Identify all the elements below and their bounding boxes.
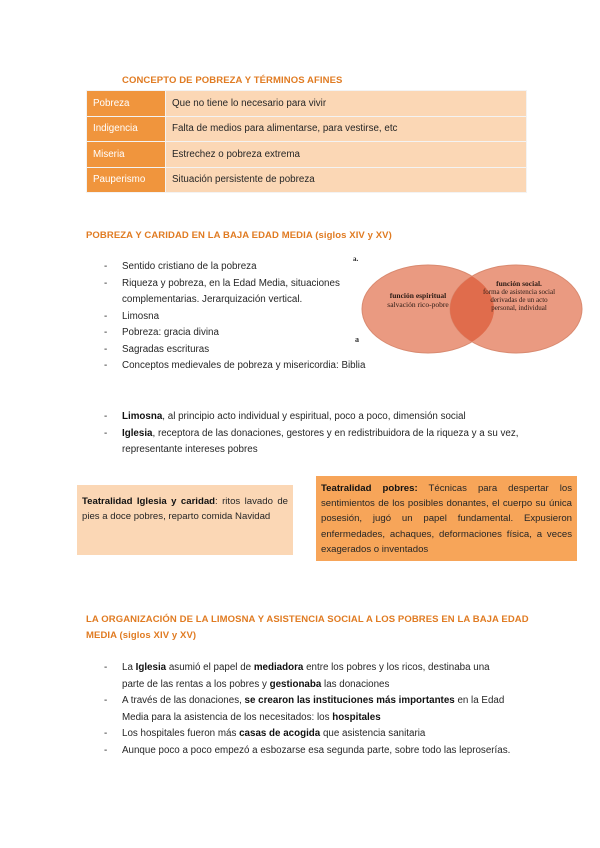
- section2-title: POBREZA Y CARIDAD EN LA BAJA EDAD MEDIA (siglos XIV y XV): [86, 230, 392, 241]
- item-text: A través de las donaciones,: [122, 695, 245, 706]
- list-item: - Sentido cristiano de la pobreza: [104, 259, 354, 276]
- list-item: [104, 409, 524, 426]
- venn-left-text: salvación rico-pobre: [387, 300, 449, 309]
- list-item: [104, 726, 524, 743]
- venn-corner-bottom: a: [355, 335, 359, 344]
- item-text: , al principio acto individual y espiritual, poco a poco, dimensión social: [162, 411, 466, 422]
- bold-term: casas de acogida: [239, 728, 321, 739]
- teatralidad-pobres-box: [316, 476, 577, 561]
- table-row: [87, 116, 527, 142]
- section3-title-line2: MEDIA (siglos XIV y XV): [86, 630, 197, 641]
- table-row: [87, 142, 527, 168]
- venn-corner-top: a.: [353, 255, 359, 263]
- box-text: : ritos lavado de pies a doce pobres, reparto comida Navidad: [82, 496, 288, 523]
- item-text: La: [122, 662, 136, 673]
- bold-term: mediadora: [253, 662, 304, 673]
- teatralidad-iglesia-box: [77, 485, 293, 555]
- table-row: [87, 167, 527, 193]
- venn-right-text: forma de asistencia social derivadas de un acto personal, individual: [482, 288, 556, 312]
- list-item: - Riqueza y pobreza, en la Edad Media, situaciones complementarias. Jerarquización vertical.: [104, 276, 354, 309]
- term-cell: Miseria: [87, 142, 166, 168]
- definition-cell: Falta de medios para alimentarse, para vestirse, etc: [166, 116, 527, 142]
- definitions-table: [86, 90, 527, 193]
- list-item: [104, 426, 524, 459]
- venn-right-title: función social.: [496, 279, 542, 288]
- venn-diagram: [353, 255, 583, 355]
- term-cell: Pauperismo: [87, 167, 166, 193]
- bold-term: Iglesia: [135, 662, 167, 673]
- section1-title: CONCEPTO DE POBREZA Y TÉRMINOS AFINES: [122, 75, 343, 86]
- organizacion-list: [104, 660, 524, 759]
- venn-left-title: función espiritual: [389, 291, 447, 300]
- list-item: - Sagradas escrituras: [104, 342, 354, 359]
- list-item: - Conceptos medievales de pobreza y misericordia: Biblia: [104, 358, 354, 375]
- bold-term: se crearon las instituciones más importantes: [244, 695, 455, 706]
- venn-left-label: [373, 291, 463, 309]
- list-item: - Limosna: [104, 309, 354, 326]
- box-bold-title: Teatralidad Iglesia y caridad: [82, 496, 216, 507]
- definition-cell: Que no tiene lo necesario para vivir: [166, 91, 527, 117]
- item-text: Los hospitales fueron más: [122, 728, 240, 739]
- item-text: las donaciones: [321, 678, 390, 690]
- list-item: - Aunque poco a poco empezó a esbozarse esa segunda parte, sobre todo las leproserías.: [104, 743, 524, 760]
- table-row: [87, 91, 527, 117]
- bold-term: Iglesia: [122, 427, 153, 439]
- section3-title: [86, 612, 536, 644]
- item-text: entre los pobres y los ricos, destinaba una parte de las rentas a los pobres y: [122, 662, 490, 690]
- box-text: Técnicas para despertar los sentimientos de los posibles donantes, el cuerpo su única posesión, jugó un papel fundamental. Expusieron enfermedades, achaques, deformaciones física, a veces exagerados o inventados: [321, 483, 572, 555]
- item-text: , receptora de las donaciones, gestores y en redistribuidora de la riqueza y a su vez, representante intereses pobres: [122, 427, 519, 455]
- bold-term: Limosna: [122, 411, 163, 422]
- item-text: asumió el papel de: [166, 662, 254, 673]
- bold-term: hospitales: [332, 711, 381, 723]
- definition-cell: Situación persistente de pobreza: [166, 167, 527, 193]
- list-item: [104, 660, 524, 693]
- definition-cell: Estrechez o pobreza extrema: [166, 142, 527, 168]
- term-cell: Indigencia: [87, 116, 166, 142]
- section3-title-line1: LA ORGANIZACIÓN DE LA LIMOSNA Y ASISTENCIA SOCIAL A LOS POBRES EN LA BAJA EDAD: [86, 614, 529, 625]
- limosna-iglesia-list: [104, 409, 524, 459]
- list-item: - Pobreza: gracia divina: [104, 325, 354, 342]
- list-item: [104, 693, 524, 726]
- caridad-list: [104, 259, 366, 375]
- term-cell: Pobreza: [87, 91, 166, 117]
- venn-right-label: [481, 280, 557, 312]
- item-text: que asistencia sanitaria: [320, 728, 426, 739]
- bold-term: gestionaba: [269, 678, 322, 690]
- box-bold-title: Teatralidad pobres:: [321, 483, 418, 494]
- item-text: en la Edad Media para la asistencia de los necesitados: los: [122, 695, 505, 723]
